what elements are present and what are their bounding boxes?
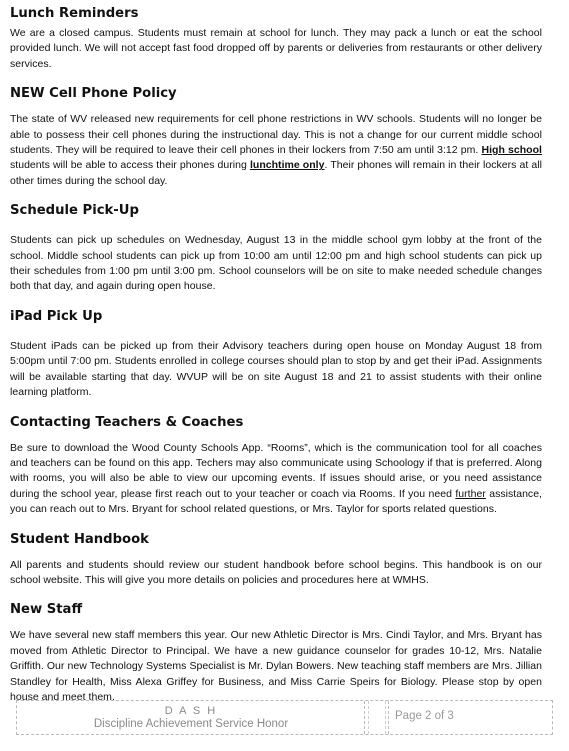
section-heading: Schedule Pick-Up	[10, 203, 139, 219]
footer-dash-title: D A S H	[164, 705, 218, 717]
section-cell-phone-policy	[10, 86, 542, 189]
footer-spacer-inner	[368, 701, 386, 734]
page-footer	[16, 700, 553, 735]
section-body	[10, 112, 542, 189]
section-body: We are a closed campus. Students must remain at school for lunch. They may pack a lunch or eat the school provided lunch. We will not accept fast food dropped off by parents or deliveries from restaurants or other delivery services.	[10, 27, 542, 70]
body-text: . Their phones will remain in their lockers at all other times during the school day.	[10, 159, 542, 187]
section-body: Student iPads can be picked up from their Advisory teachers during open house on Monday August 18 from 5:00pm until 7:00 pm. Students enrolled in college courses should plan to stop by and get their iPad. Assignments will be available starting that day. WVUP will be on site August 18 and 21 to assist students with their online learning platform.	[10, 339, 542, 399]
section-contacting-teachers	[10, 415, 542, 518]
section-heading: NEW Cell Phone Policy	[10, 86, 177, 102]
section-body: Students can pick up schedules on Wednesday, August 13 in the middle school gym lobby at the front of the school. Middle school students can pick up from 10:00 am until 12:00 pm and high school students can pick up their schedules from 1:00 pm until 3:00 pm. School counselors will be on site to make needed schedule changes both that day, and again during open house.	[10, 234, 542, 293]
body-text: students will be able to access their phones during	[10, 159, 250, 172]
footer-spacer-cell	[365, 701, 389, 734]
body-text: The state of WV released new requirements for cell phone restrictions in WV schools. Students will no longer be able to possess their cell phones during the instructional day. This is not a change for our current middle school students. They will be required to leave their cell phones in their lockers from 7:50 am until 3:12 pm.	[10, 113, 542, 157]
section-body: We have several new staff members this year. Our new Athletic Director is Mrs. Cindi Taylor, and Mrs. Bryant has moved from Athletic Director to Principal. We have a new guidance counselor for grades 10-12, Mrs. Natalie Griffith. Our new Technology Systems Specialist is Mr. Dylan Bowers. New teaching staff members are Mrs. Jillian Standley for Health, Miss Alexa Griffey for Business, and Miss Carrie Speirs for Biology. Please stop by open house and meet them.	[10, 629, 542, 703]
newsletter-page	[10, 6, 542, 719]
section-new-staff	[10, 602, 542, 705]
section-ipad-pick-up	[10, 309, 542, 401]
section-schedule-pick-up	[10, 203, 542, 295]
footer-motto-cell	[17, 701, 365, 734]
footer-dash-subtitle: Discipline Achievement Service Honor	[93, 718, 289, 730]
page-number: Page 2 of 3	[395, 710, 454, 722]
section-heading: Lunch Reminders	[10, 6, 139, 21]
body-text: Be sure to download the Wood County Schools App. “Rooms”, which is the communication tool for all coaches and teachers can be found on this app. Techers may also communicate using Schoology if that is preferred. Along with rooms, you will also be able to view our upcoming events. If issues should arise, or you need assistance during the school year, please first reach out to your teacher or coach via Rooms. If you need	[10, 441, 542, 500]
section-heading: iPad Pick Up	[10, 308, 103, 324]
section-lunch-reminders	[10, 6, 542, 72]
section-body: All parents and students should review our student handbook before school begins. This handbook is on our school website. This will give you more details on policies and procedures here at WMHS.	[10, 558, 542, 586]
emphasis-lunchtime-only: lunchtime only	[249, 159, 325, 172]
footer-page-cell	[389, 701, 552, 734]
section-student-handbook	[10, 532, 542, 589]
section-heading: Contacting Teachers & Coaches	[10, 414, 244, 430]
body-text: assistance, you can reach out to Mrs. Bryant for school related questions, or Mrs. Taylor for sports related questions.	[10, 487, 542, 516]
section-body	[10, 441, 542, 518]
section-heading: Student Handbook	[10, 531, 149, 547]
underlined-word: further	[455, 487, 486, 500]
section-heading: New Staff	[10, 602, 83, 618]
emphasis-high-school: High school	[481, 144, 542, 157]
